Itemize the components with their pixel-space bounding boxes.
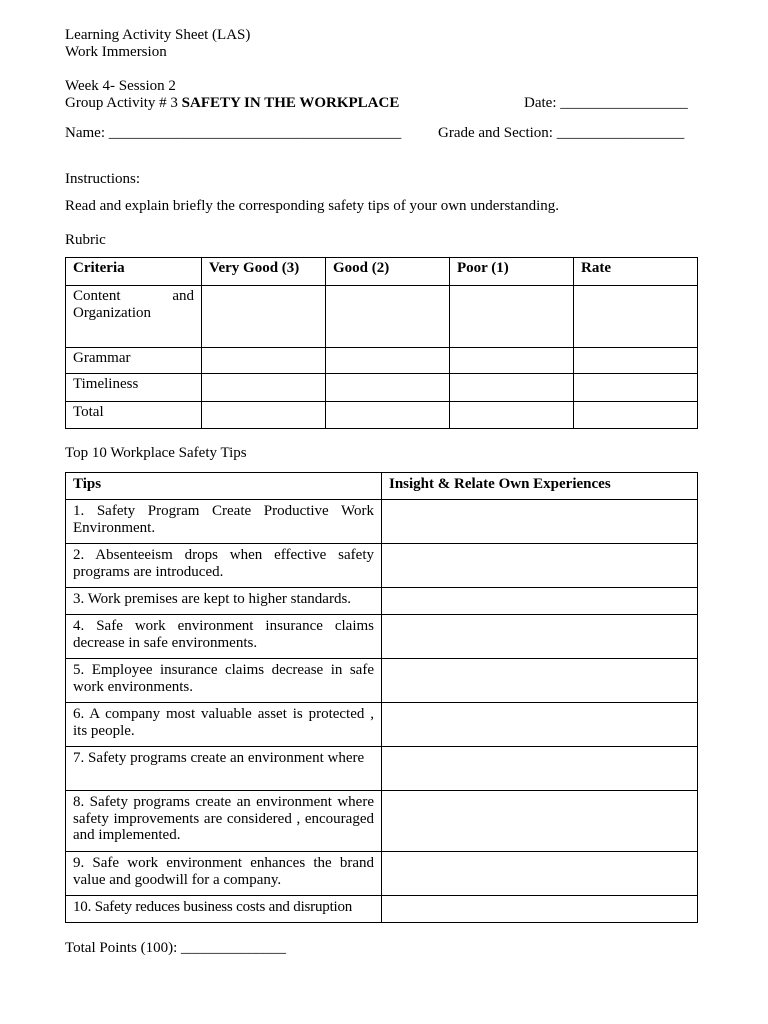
tip-text: 6. A company most valuable asset is protected , its people. (66, 703, 382, 747)
insight-cell[interactable] (382, 544, 698, 588)
table-row (66, 659, 698, 703)
table-row (66, 703, 698, 747)
table-row (66, 500, 698, 544)
rubric-cell[interactable] (574, 286, 698, 348)
total-points-field[interactable]: Total Points (100): ______________ (65, 940, 287, 956)
rubric-cell[interactable] (326, 402, 450, 429)
insight-cell[interactable] (382, 615, 698, 659)
rubric-cell[interactable] (202, 348, 326, 374)
rubric-criterion: Timeliness (66, 374, 202, 402)
tips-col-tips: Tips (66, 473, 382, 500)
tip-text: 2. Absenteeism drops when effective safety programs are introduced. (66, 544, 382, 588)
tips-table (65, 472, 698, 923)
tip-text: 3. Work premises are kept to higher standards. (66, 588, 382, 615)
rubric-row (66, 374, 698, 402)
table-row (66, 747, 698, 791)
tips-label: Top 10 Workplace Safety Tips (65, 445, 247, 461)
insight-cell[interactable] (382, 588, 698, 615)
insight-cell[interactable] (382, 896, 698, 923)
grade-section-field[interactable]: Grade and Section: _________________ (438, 125, 685, 141)
rubric-header-row (66, 258, 698, 286)
rubric-cell[interactable] (326, 374, 450, 402)
rubric-row (66, 286, 698, 348)
rubric-cell[interactable] (574, 348, 698, 374)
table-row (66, 544, 698, 588)
rubric-criterion: Content and Organization (66, 286, 202, 348)
tips-header-row (66, 473, 698, 500)
rubric-cell[interactable] (202, 402, 326, 429)
rubric-col-poor: Poor (1) (450, 258, 574, 286)
week-session: Week 4- Session 2 (65, 78, 176, 94)
activity-title: SAFETY IN THE WORKPLACE (181, 95, 400, 111)
rubric-criterion: Total (66, 402, 202, 429)
rubric-col-very-good: Very Good (3) (202, 258, 326, 286)
rubric-label: Rubric (65, 232, 106, 248)
rubric-cell[interactable] (326, 286, 450, 348)
rubric-cell[interactable] (574, 374, 698, 402)
rubric-col-good: Good (2) (326, 258, 450, 286)
tip-text: 9. Safe work environment enhances the brand value and goodwill for a company. (66, 852, 382, 896)
instructions-text: Read and explain briefly the corresponding safety tips of your own understanding. (65, 198, 560, 214)
tip-text: 5. Employee insurance claims decrease in safe work environments. (66, 659, 382, 703)
rubric-cell[interactable] (450, 348, 574, 374)
rubric-col-rate: Rate (574, 258, 698, 286)
table-row (66, 588, 698, 615)
insight-cell[interactable] (382, 747, 698, 791)
rubric-criterion: Grammar (66, 348, 202, 374)
insight-cell[interactable] (382, 791, 698, 852)
rubric-cell[interactable] (202, 286, 326, 348)
table-row (66, 896, 698, 923)
tip-text: 1. Safety Program Create Productive Work Environment. (66, 500, 382, 544)
subject-title: Work Immersion (65, 44, 167, 60)
rubric-cell[interactable] (202, 374, 326, 402)
tips-col-insight: Insight & Relate Own Experiences (382, 473, 698, 500)
table-row (66, 615, 698, 659)
rubric-cell[interactable] (574, 402, 698, 429)
insight-cell[interactable] (382, 852, 698, 896)
insight-cell[interactable] (382, 500, 698, 544)
tip-text: 4. Safe work environment insurance claims decrease in safe environments. (66, 615, 382, 659)
rubric-row (66, 348, 698, 374)
activity-line (65, 95, 399, 112)
activity-prefix: Group Activity # 3 (65, 95, 182, 111)
name-field[interactable]: Name: _______________________________________ (65, 125, 402, 141)
rubric-cell[interactable] (326, 348, 450, 374)
insight-cell[interactable] (382, 703, 698, 747)
instructions-heading: Instructions: (65, 171, 140, 187)
table-row (66, 852, 698, 896)
rubric-row (66, 402, 698, 429)
rubric-col-criteria: Criteria (66, 258, 202, 286)
tip-text: 8. Safety programs create an environment where safety improvements are considered , encouraged and implemented. (66, 791, 382, 852)
tip-text: 7. Safety programs create an environment where (66, 747, 382, 791)
table-row (66, 791, 698, 852)
rubric-cell[interactable] (450, 374, 574, 402)
rubric-cell[interactable] (450, 402, 574, 429)
sheet-title: Learning Activity Sheet (LAS) (65, 27, 251, 43)
rubric-cell[interactable] (450, 286, 574, 348)
insight-cell[interactable] (382, 659, 698, 703)
rubric-table (65, 257, 698, 429)
date-field[interactable]: Date: _________________ (524, 95, 688, 111)
tip-text: 10. Safety reduces business costs and disruption (66, 896, 382, 923)
